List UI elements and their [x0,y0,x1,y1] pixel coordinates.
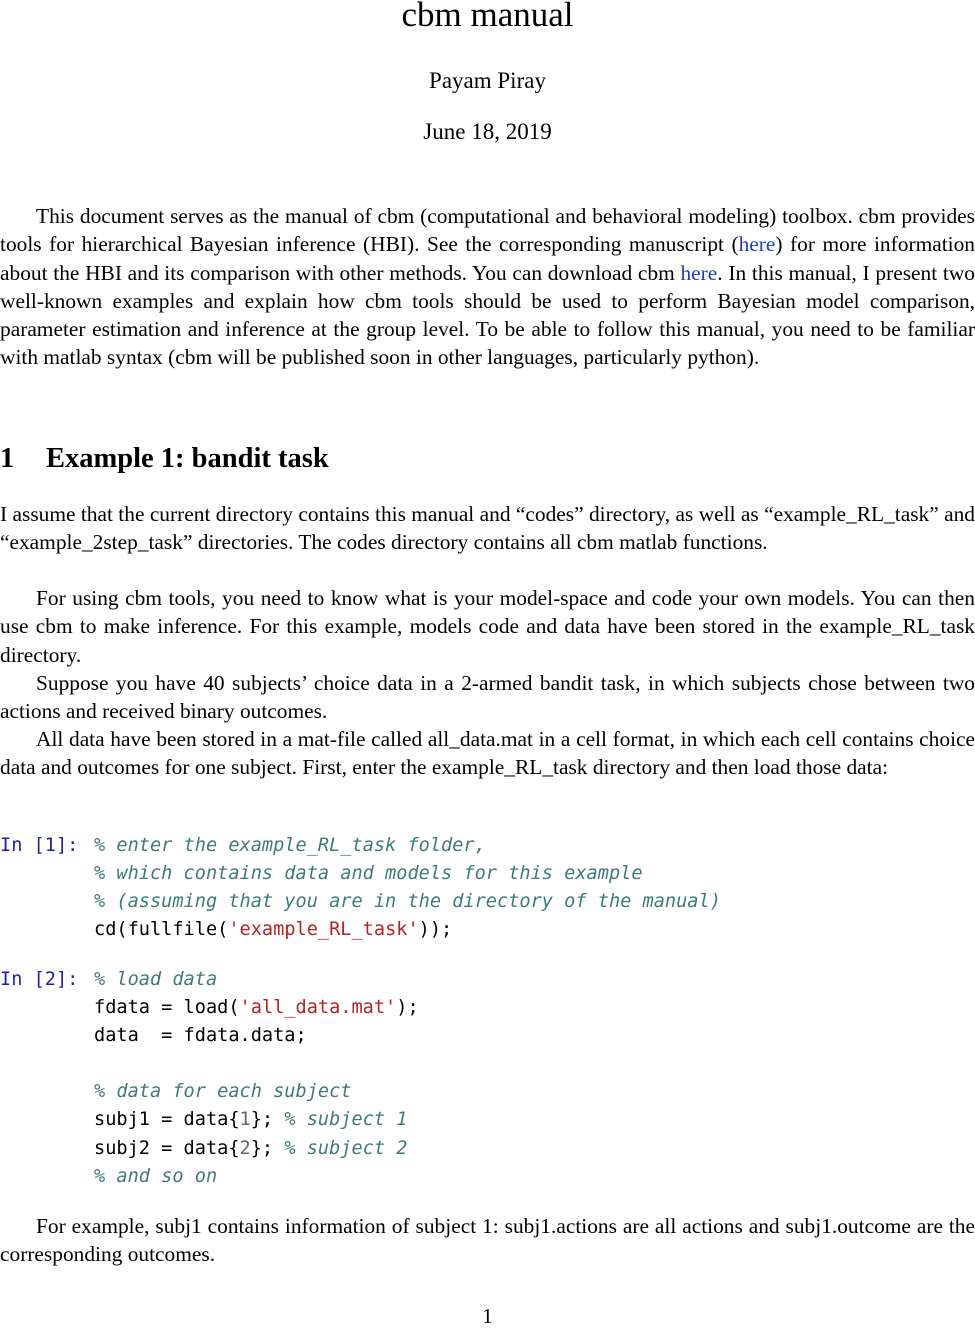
code-line [94,888,721,916]
code-comment: % load data [94,969,218,990]
code-comment: % which contains data and models for this example [94,863,643,885]
code-comment: % subject 1 [284,1109,408,1131]
code-line [94,1135,419,1163]
cell-prompt: In [2]: [0,969,79,990]
code-comment: % subject 2 [284,1137,408,1159]
code-text: fdata = load( [94,997,240,1019]
code-text: subj1 = data{ [94,1109,240,1131]
paragraph-subjects: Suppose you have 40 subjects’ choice data in a 2-armed bandit task, in which subjects chose between two actions and received binary outcomes. [0,671,975,724]
code-cell-2 [0,966,975,1187]
paragraph-directories: I assume that the current directory contains this manual and “codes” directory, as well as “example_RL_task” and “example_2step_task” directories. The codes directory contains all cbm matlab functions. [0,502,975,555]
code-line [94,994,419,1022]
code-cell-1 [0,832,975,944]
section-number: 1 [0,443,15,474]
code-line [94,1022,419,1050]
code-text: data = fdata.data; [94,1025,307,1047]
code-comment: % (assuming that you are in the directory of the manual) [94,891,721,913]
code-number: 1 [239,1109,251,1131]
code-text: ); [396,997,419,1019]
code-comment: % enter the example_RL_task folder, [94,835,486,856]
intro-text-1: This document serves as the manual of cbm (computational and behavioral modeling) toolbox. cbm provides tools for hierarchical Bayesian inference (HBI). See the corresponding manuscript ( [0,204,975,257]
code-string: 'all_data.mat' [239,997,397,1019]
paragraph-subject-info: For example, subj1 contains information of subject 1: subj1.actions are all actions and subj1.outcome are the corresponding outcomes. [0,1214,975,1267]
code-comment: % and so on [94,1165,218,1187]
page-number: 1 [482,1304,493,1328]
paragraph-model-space: For using cbm tools, you need to know what is your model-space and code your own models. You can then use cbm to make inference. For this example, models code and data have been stored in the example_RL_task directory. [0,586,975,667]
cell-prompt: In [1]: [0,835,79,856]
section-title: Example 1: bandit task [46,443,329,474]
document-date: June 18, 2019 [423,119,552,144]
intro-text-2: ) for more information about the HBI and its comparison with other methods. You can download cbm [0,232,975,285]
code-text: )); [418,919,453,941]
document-author: Payam Piray [429,68,546,93]
intro-text-3: . In this manual, I present two well-known examples and explain how cbm tools should be used to perform Bayesian model comparison, parameter estimation and inference at the group level. To be able to follow this manual, you need to be familiar with matlab syntax (cbm will be published soon in other languages, particularly python). [0,260,975,370]
code-line [94,1106,419,1134]
code-line [94,860,721,888]
intro-paragraph [0,202,975,372]
section-heading [0,441,975,477]
code-line [94,1050,419,1078]
code-number: 2 [239,1137,251,1159]
manuscript-link[interactable]: here [738,232,776,257]
code-text: subj2 = data{ [94,1137,240,1159]
code-text: }; [250,1137,285,1159]
code-lines [94,966,419,1191]
code-text: }; [250,1109,285,1131]
code-lines [94,832,721,944]
document-title: cbm manual [401,0,574,34]
code-string: 'example_RL_task' [228,919,419,941]
download-link[interactable]: here [680,260,718,285]
code-text: cd(fullfile( [94,919,229,941]
code-line [94,966,419,994]
code-line [94,916,721,944]
code-line [94,1163,419,1191]
code-line [94,1078,419,1106]
code-line [94,832,721,860]
code-comment: % data for each subject [94,1081,352,1103]
paragraph-data-format: All data have been stored in a mat-file called all_data.mat in a cell format, in which each cell contains choice data and outcomes for one subject. First, enter the example_RL_task directory and then load those data: [0,727,975,780]
